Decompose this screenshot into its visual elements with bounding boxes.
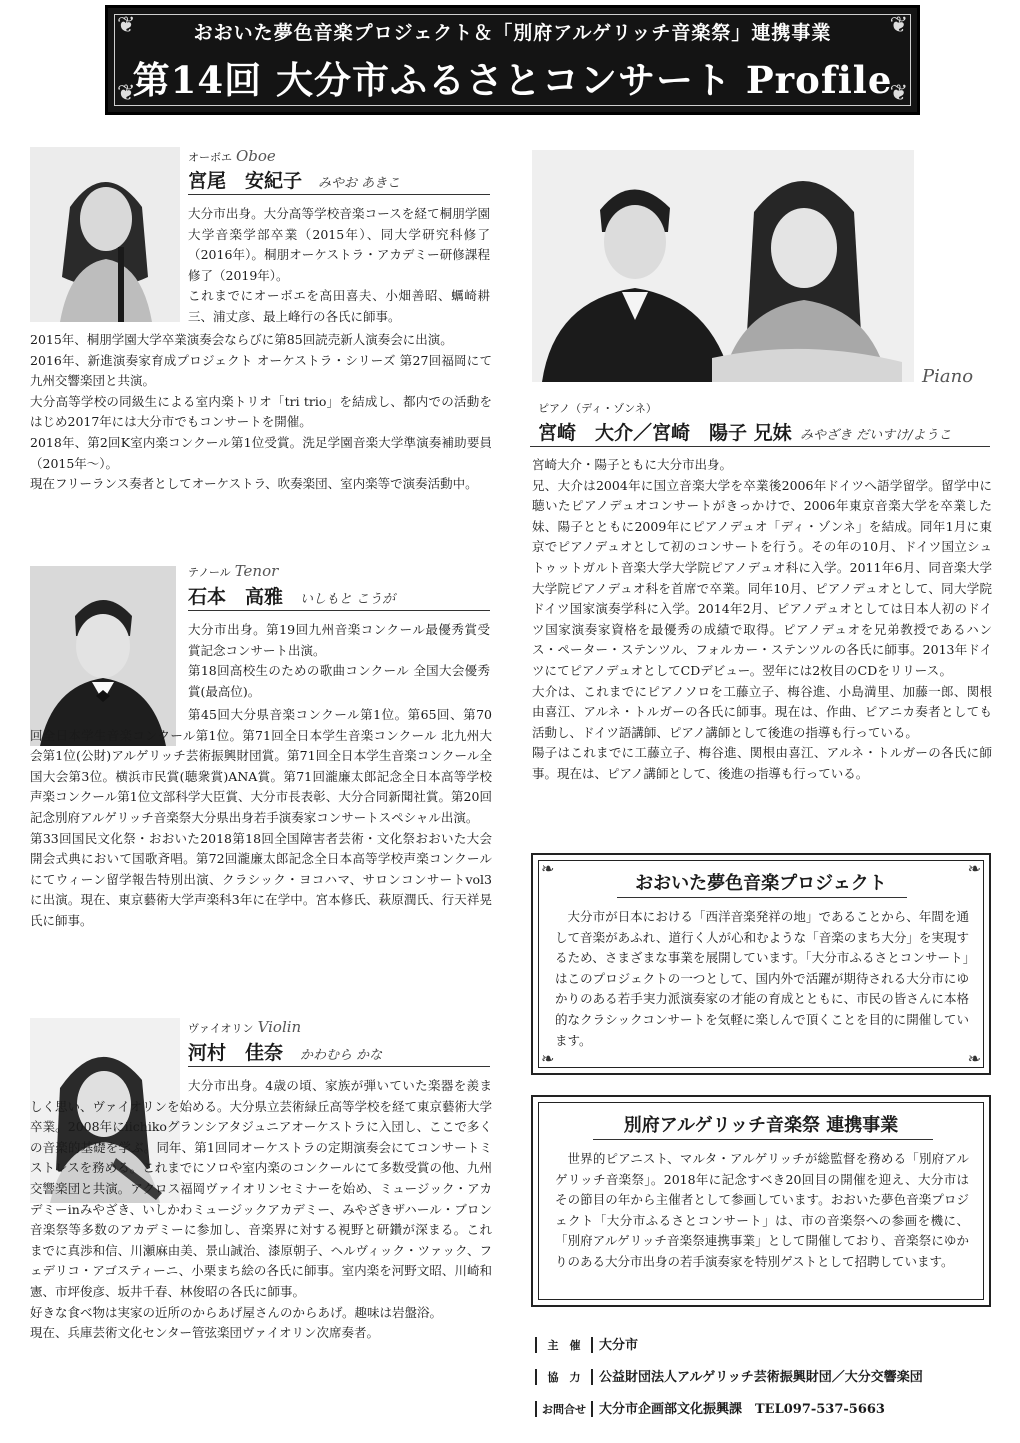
piano-bio-p2: 兄、大介は2004年に国立音楽大学を卒業後2006年ドイツへ語学留学。留学中に聴いたピアノデュオコンサートがきっかけで、2006年東京音楽大学を卒業した妹、陽子とともに2009年にピアノデュオ「ディ・ゾンネ」を結成。同年1月に東京でピアノデュオとして初のコンサートを行う。その年の10月、ドイツ国立シュトゥットガルト音楽大学大学院ピアノデュオ科に入学。2011年6月、同音楽大学大学院ピアノデュオ科を首席で卒業。同年10月、ピアノデュオとして、同大学院ドイツ国家演奏学科に入学。2014年2月、ピアノデュオとしては日本人初のドイツ国家演奏家資格を最優秀の成績で取得。ピアノデュオを兄弟教授であるハンス・ペーター・ステンツル、フォルカー・ステンツルの各氏に師事。2013年ドイツにてピアノデュオとしてCDデビュー。翌年には2枚目のCDをリリース。 bbox=[532, 477, 992, 678]
violin-role-en: Violin bbox=[257, 1018, 302, 1036]
credit-label: お問合せ bbox=[535, 1401, 593, 1417]
header-subtitle: おおいた夢色音楽プロジェクト＆「別府アルゲリッチ音楽祭」連携事業 bbox=[193, 22, 832, 44]
violin-name: 河村 佳奈 bbox=[188, 1042, 284, 1064]
piano-bio-p1: 宮崎大介・陽子ともに大分市出身。 bbox=[532, 457, 733, 472]
project-box-title: おおいた夢色音楽プロジェクト bbox=[635, 873, 887, 894]
violin-bio-p3: 現在、兵庫芸術文化センター管弦楽団ヴァイオリン次席奏者。 bbox=[30, 1325, 380, 1341]
credit-value: 大分市企画部文化振興課 TEL097-537-5663 bbox=[599, 1402, 885, 1417]
oboe-kana: みやお あきこ bbox=[318, 176, 401, 191]
credit-value: 公益財団法人アルゲリッチ芸術振興財団／大分交響楽団 bbox=[599, 1370, 923, 1385]
oboe-bio-p6: 2018年、第2回K室内楽コンクール第1位受賞。洗足学園音楽大学準演奏補助要員（2015年～）。 bbox=[30, 434, 492, 471]
piano-photo-label: Piano bbox=[922, 366, 974, 387]
tenor-role-jp: テノール bbox=[188, 566, 231, 579]
oboe-bio-p4: 2016年、新進演奏家育成プロジェクト オーケストラ・シリーズ 第27回福岡にて九州交響楽団と共演。 bbox=[30, 352, 492, 389]
oboe-role-jp: オーボエ bbox=[188, 151, 232, 164]
credit-label: 協 力 bbox=[535, 1369, 593, 1385]
oboe-bio-p7: 現在フリーランス奏者としてオーケストラ、吹奏楽団、室内楽等で演奏活動中。 bbox=[30, 476, 478, 492]
violin-bio-p1: 大分市出身。4歳の頃、家族が弾いていた楽器を羨ましく思い、ヴァイオリンを始める。大分県立芸術緑丘高等学校を経て東京藝術大学卒業。2008年にiichikoグランシアタジュニアオーケストラに入団し、ここで多くの音楽的基礎を学ぶ。同年、第1回同オーケストラの定期演奏会にてコンサートミストレスを務める。これまでにソロや室内楽のコンクールにて多数受賞の他、九州交響楽団と共演。アクロス福岡ヴァイオリンセミナーを始め、ミュージック・アカデミーinみやざき、いしかわミュージックアカデミー、みやざきザハール・ブロン音楽祭等多数のアカデミーに参加し、音楽界に対する視野と研鑽が深まる。これまでに真渉和信、川瀬麻由美、景山誠治、漆原朝子、ヘルヴィック・ツァック、フェデリコ・アゴスティーニ、小栗まち絵の各氏に師事。室内楽を河野文昭、川崎和憲、市坪俊彦、坂井千春、林俊昭の各氏に師事。 bbox=[30, 1078, 493, 1299]
oboe-portrait bbox=[30, 147, 180, 322]
ornament-icon: ❧ bbox=[967, 1049, 981, 1068]
ornament-icon: ❧ bbox=[967, 859, 981, 878]
piano-bio bbox=[532, 455, 992, 785]
oboe-bio-bottom bbox=[30, 330, 492, 495]
oboe-bio-top bbox=[188, 204, 490, 328]
piano-divider bbox=[530, 446, 990, 447]
ornament-icon: ❧ bbox=[541, 1049, 555, 1068]
tenor-bio-p3: 第45回大分県音楽コンクール第1位。第65回、第70回全日本学生音楽コンクール第1位。第71回全日本学生音楽コンクール 北九州大会第1位(公財)アルゲリッチ芸術振興財団賞。第71回全日本学生音楽コンクール全国大会第3位。横浜市民賞(聴衆賞)ANA賞。第71回瀧廉太郎記念全日本高等学校声楽コンクール第1位文部科学大臣賞、大分市長表彰、大分合同新聞社賞。第20回記念別府アルゲリッチ音楽祭大分県出身若手演奏家コンサートスペシャル出演。 bbox=[30, 707, 492, 825]
oboe-bio-p1: 大分市出身。大分高等学校音楽コースを経て桐朋学園大学音楽学部卒業（2015年）、同大学研究科修了（2016年）。桐朋オーケストラ・アカデミー研修課程修了（2019年）。 bbox=[188, 206, 490, 283]
tenor-divider bbox=[188, 610, 490, 611]
ornament-icon: ❦ bbox=[117, 81, 136, 106]
credit-contact bbox=[535, 1398, 885, 1417]
piano-duo-photo bbox=[532, 150, 914, 382]
tenor-bio-p4: 第33回国民文化祭・おおいた2018第18回全国障害者芸術・文化祭おおいた大会開会式典において国歌斉唱。第72回瀧廉太郎記念全日本高等学校声楽コンクールにてウィーン留学報告特別出演、クラシック・ヨコハマ、サロンコンサートvol3に出演。現在、東京藝術大学声楽科3年に在学中。宮本修氏、萩原潤氏、行天祥晃氏に師事。 bbox=[30, 830, 492, 928]
tenor-bio-p1: 大分市出身。第19回九州音楽コンクール最優秀賞受賞記念コンサート出演。 bbox=[188, 622, 490, 658]
oboe-role bbox=[188, 147, 276, 165]
ornament-icon: ❧ bbox=[541, 859, 555, 878]
violin-role bbox=[188, 1018, 301, 1036]
tenor-bio-bottom bbox=[30, 705, 492, 932]
piano-role: ピアノ（ディ・ゾンネ） bbox=[538, 402, 657, 415]
violin-kana: かわむら かな bbox=[300, 1048, 383, 1063]
festival-info-box bbox=[531, 1095, 991, 1307]
oboe-name: 宮尾 安紀子 bbox=[188, 170, 303, 192]
credit-cooperation bbox=[535, 1366, 923, 1385]
page-title: 第14回 大分市ふるさとコンサート Profile bbox=[132, 58, 893, 102]
violin-bio-p2: 好きな食べ物は実家の近所のからあげ屋さんのからあげ。趣味は岩盤浴。 bbox=[30, 1304, 443, 1320]
violin-bio bbox=[30, 1076, 492, 1344]
piano-bio-p3: 大介は、これまでにピアノソロを工藤立子、梅谷進、小島満里、加藤一郎、関根由喜江、アルネ・トルガーの各氏に師事。現在は、作曲、ピアニカ奏者としても活動し、ドイツ語講師、ピアノ講師として後進の指導も行っている。 bbox=[532, 683, 992, 740]
ornament-icon: ❦ bbox=[889, 13, 908, 38]
tenor-role bbox=[188, 562, 278, 580]
festival-box-title: 別府アルゲリッチ音楽祭 連携事業 bbox=[623, 1115, 899, 1136]
piano-name: 宮崎 大介／宮崎 陽子 兄妹 bbox=[538, 422, 792, 444]
oboe-bio-p2: これまでにオーボエを高田喜夫、小畑善昭、蠣崎耕三、浦丈彦、最上峰行の各氏に師事。 bbox=[188, 288, 490, 324]
tenor-kana: いしもと こうが bbox=[300, 592, 396, 607]
festival-title-divider bbox=[593, 1139, 933, 1140]
tenor-role-en: Tenor bbox=[234, 562, 279, 580]
ornament-icon: ❦ bbox=[117, 13, 136, 38]
piano-bio-p4: 陽子はこれまでに工藤立子、梅谷進、関根由喜江、アルネ・トルガーの各氏に師事。現在は、ピアノ講師として、後進の指導も行っている。 bbox=[532, 745, 992, 781]
violin-divider bbox=[188, 1066, 490, 1067]
festival-box-text: 世界的ピアニスト、マルタ・アルゲリッチが総監督を務める「別府アルゲリッチ音楽祭」。2018年に記念すべき20回目の開催を迎え、大分市はその節目の年から主催者として参画しています。おおいた夢色音楽プロジェクト「大分市ふるさとコンサート」は、市の音楽祭への参画を機に、「別府アルゲリッチ音楽祭連携事業」として開催しており、音楽祭にゆかりのある大分市出身の若手演奏家を特別ゲストとして招聘しています。 bbox=[555, 1151, 969, 1269]
piano-kana: みやざき だいすけ/ようこ bbox=[800, 428, 952, 443]
oboe-bio-p3: 2015年、桐朋学園大学卒業演奏会ならびに第85回読売新人演奏会に出演。 bbox=[30, 332, 453, 347]
violin-role-jp: ヴァイオリン bbox=[188, 1022, 254, 1035]
tenor-name: 石本 高雅 bbox=[188, 586, 284, 608]
project-box-text: 大分市が日本における「西洋音楽発祥の地」であることから、年間を通して音楽があふれ、道行く人が心和むような「音楽のまち大分」を実現するため、さまざまな事業を展開しています。「大分市ふるさとコンサート」はこのプロジェクトの一つとして、国内外で活躍が期待される大分市にゆかりのある若手実力派演奏家の才能の育成とともに、市民の皆さんに本格的なクラシックコンサートを気軽に楽しんで頂くことを目的に開催しています。 bbox=[555, 909, 969, 1048]
project-title-divider bbox=[617, 897, 907, 898]
oboe-role-en: Oboe bbox=[236, 147, 276, 165]
oboe-divider bbox=[188, 194, 490, 195]
tenor-bio-p2: 第18回高校生のための歌曲コンクール 全国大会優秀賞(最高位)。 bbox=[188, 663, 490, 699]
ornament-icon: ❦ bbox=[889, 81, 908, 106]
credit-organizer bbox=[535, 1334, 638, 1353]
credit-value: 大分市 bbox=[599, 1338, 639, 1353]
header-banner bbox=[105, 5, 920, 115]
project-info-box bbox=[531, 853, 991, 1075]
credit-label: 主 催 bbox=[535, 1337, 593, 1353]
tenor-bio-top bbox=[188, 620, 490, 702]
oboe-bio-p5: 大分高等学校の同級生による室内楽トリオ「tri trio」を結成し、都内での活動をはじめ2017年には大分市でもコンサートを開催。 bbox=[30, 393, 492, 430]
